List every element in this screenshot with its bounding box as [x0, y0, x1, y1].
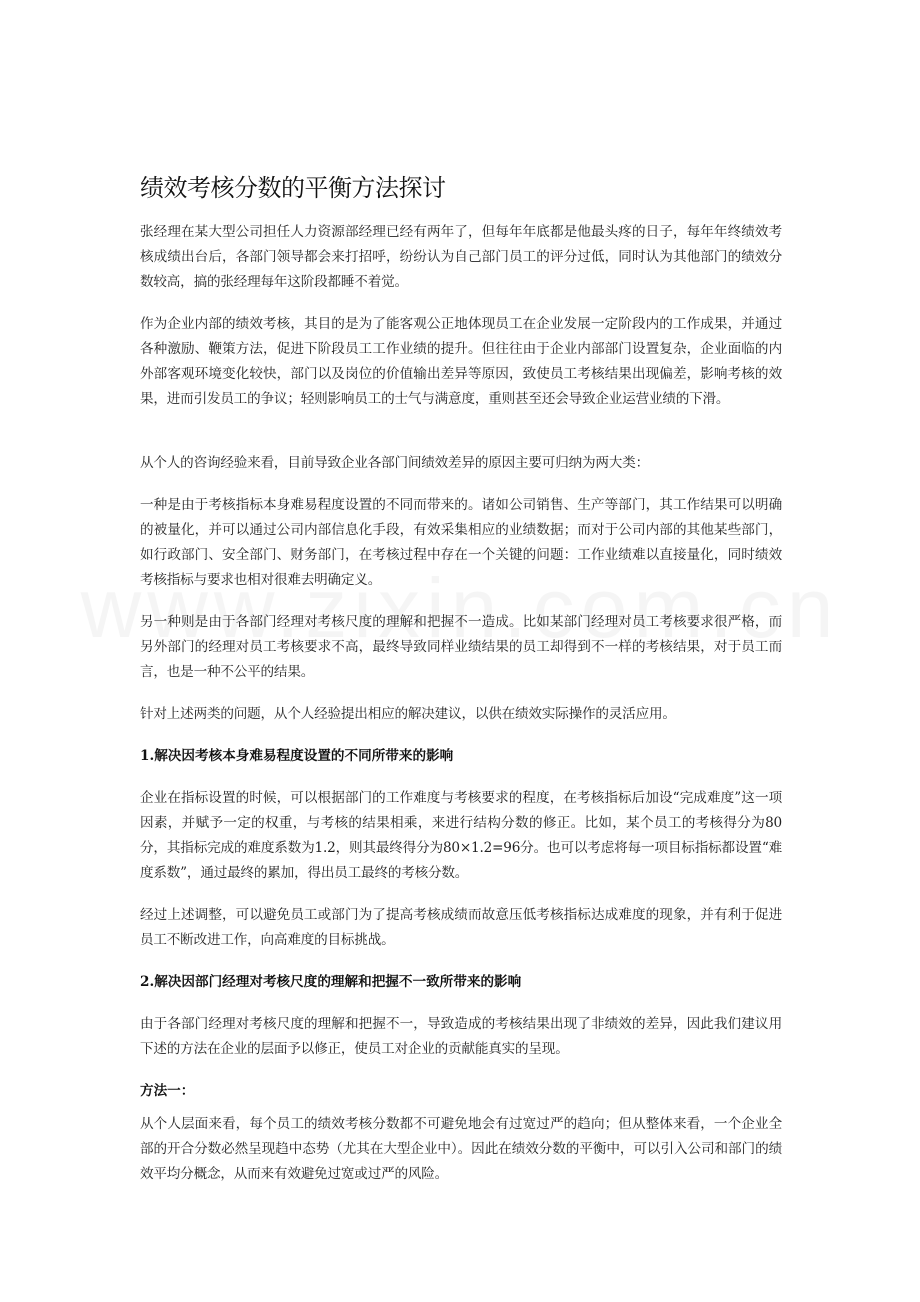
paragraph-purpose: 作为企业内部的绩效考核，其目的是为了能客观公正地体现员工在企业发展一定阶段内的工作成果，并通过各种激励、鞭策方法，促进下阶段员工工作业绩的提升。但往往由于企业内部部门设置复杂，企业面临的内外部客观环境变化较快，部门以及岗位的价值输出差异等原因，致使员工考核结果出现偏差，影响考核的效果，进而引发员工的争议；轻则影响员工的士气与满意度，重则甚至还会导致企业运营业绩的下滑。 — [140, 316, 782, 407]
document-title: 绩效考核分数的平衡方法探讨 — [140, 174, 446, 202]
paragraph-difficulty-factor: 企业在指标设置的时候，可以根据部门的工作难度与考核要求的程度，在考核指标后加设“完成难度”这一项因素，并赋予一定的权重，与考核的结果相乘，来进行结构分数的修正。比如，某个员工的考核得分为80分，其指标完成的难度系数为1.2，则其最终得分为80×1.2=96分。也可以考虑将每一项目标指标都设置“难度系数”，通过最终的累加，得出员工最终的考核分数。 — [140, 790, 782, 881]
document-page — [140, 170, 782, 1204]
paragraph-intro: 张经理在某大型公司担任人力资源部经理已经有两年了，但每年年底都是他最头疼的日子，每年年终绩效考核成绩出台后，各部门领导都会来打招呼，纷纷认为自己部门员工的评分过低，同时认为其他部门的绩效分数较高，搞的张经理每年这阶段都睡不着觉。 — [140, 224, 782, 290]
paragraph-method-one: 从个人层面来看，每个员工的绩效考核分数都不可避免地会有过宽过严的趋向；但从整体来看，一个企业全部的开合分数必然呈现趋中态势（尤其在大型企业中）。因此在绩效分数的平衡中，可以引入公司和部门的绩效平均分概念，从而来有效避免过宽或过严的风险。 — [140, 1116, 782, 1182]
paragraph-cause-one: 一种是由于考核指标本身难易程度设置的不同而带来的。诸如公司销售、生产等部门，其工作结果可以明确的被量化，并可以通过公司内部信息化手段，有效采集相应的业绩数据；而对于公司内部的其他某些部门，如行政部门、安全部门、财务部门，在考核过程中存在一个关键的问题：工作业绩难以直接量化，同时绩效考核指标与要求也相对很难去明确定义。 — [140, 497, 782, 588]
spacer — [140, 429, 782, 451]
section-heading-1: 1.解决因考核本身难易程度设置的不同所带来的影响 — [140, 748, 454, 764]
paragraph-cause-two: 另一种则是由于各部门经理对考核尺度的理解和把握不一造成。比如某部门经理对员工考核要求很严格，而另外部门的经理对员工考核要求不高，最终导致同样业绩结果的员工却得到不一样的考核结果，对于员工而言，也是一种不公平的结果。 — [140, 614, 782, 680]
method-one-heading: 方法一： — [140, 1083, 195, 1099]
paragraph-causes-intro: 从个人的咨询经验来看，目前导致企业各部门间绩效差异的原因主要可归纳为两大类： — [140, 455, 649, 471]
paragraph-suggestions-intro: 针对上述两类的问题，从个人经验提出相应的解决建议，以供在绩效实际操作的灵活应用。 — [140, 706, 676, 722]
section-heading-2: 2.解决因部门经理对考核尺度的理解和把握不一致所带来的影响 — [140, 974, 522, 990]
paragraph-adjustment-result: 经过上述调整，可以避免员工或部门为了提高考核成绩而故意压低考核指标达成难度的现象，并有利于促进员工不断改进工作，向高难度的目标挑战。 — [140, 907, 782, 948]
paragraph-manager-difference: 由于各部门经理对考核尺度的理解和把握不一，导致造成的考核结果出现了非绩效的差异，因此我们建议用下述的方法在企业的层面予以修正，使员工对企业的贡献能真实的呈现。 — [140, 1016, 782, 1057]
